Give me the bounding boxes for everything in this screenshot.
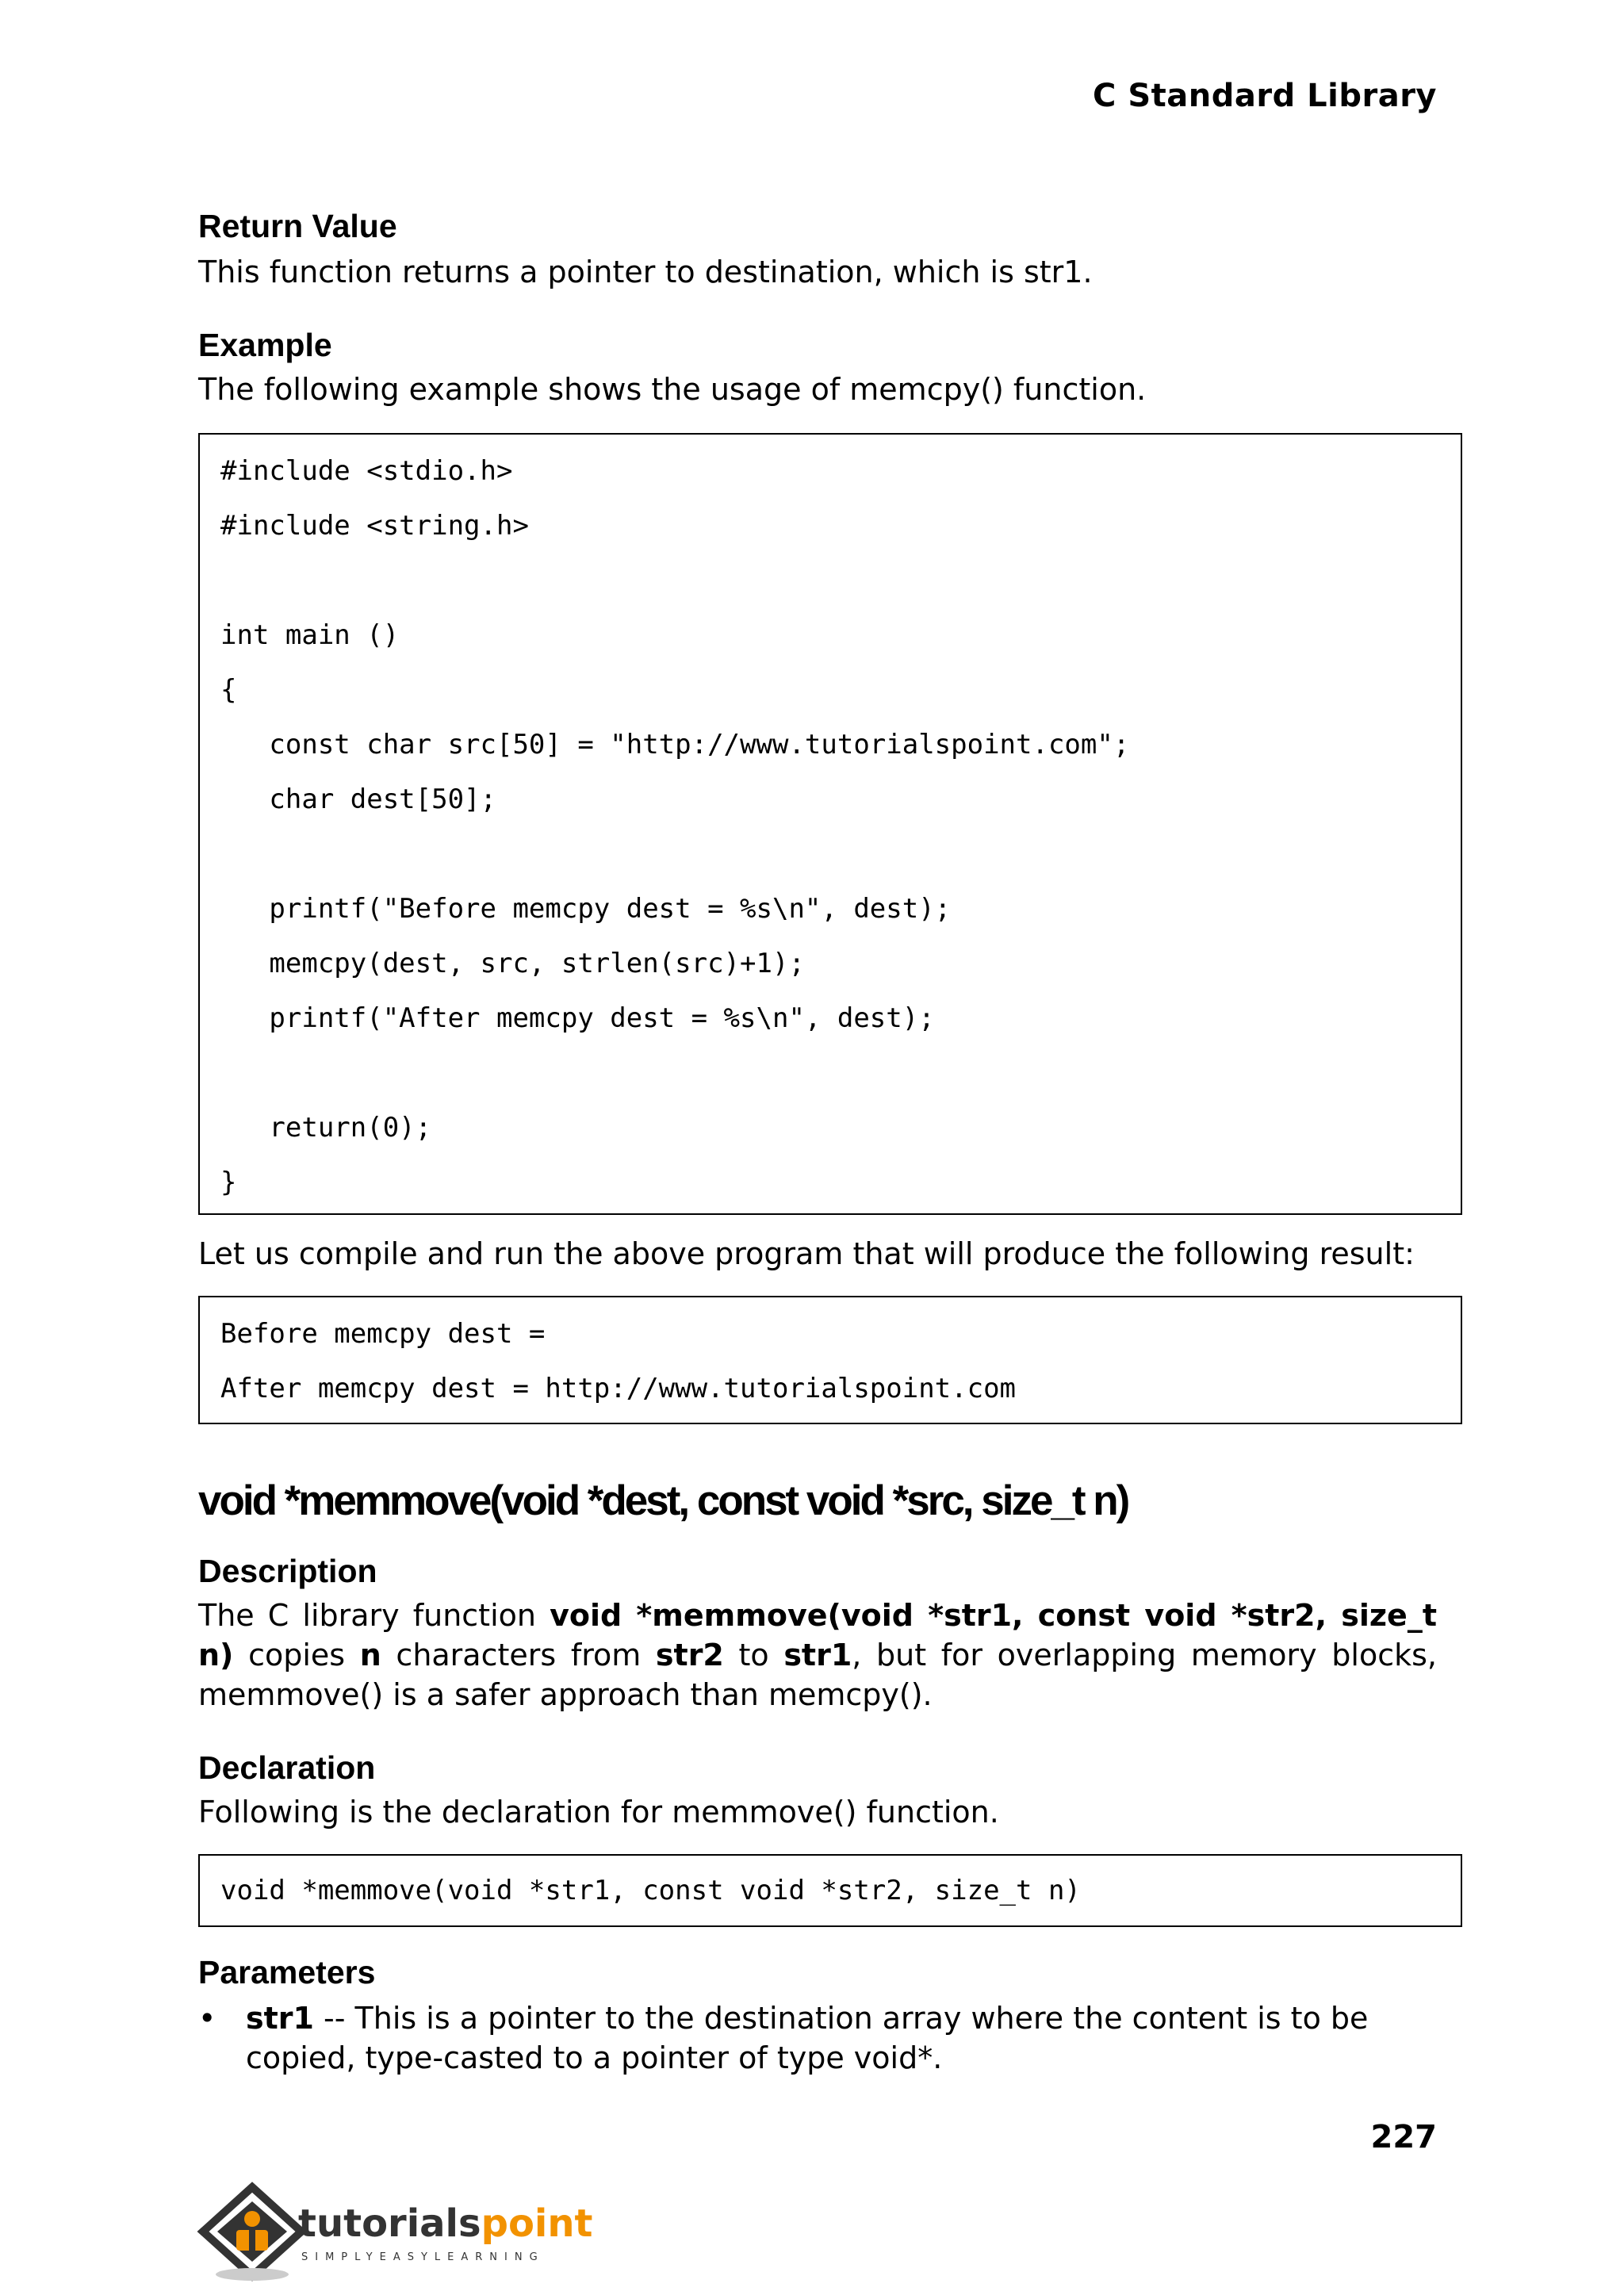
code-line: return(0); [220,1112,432,1144]
page-number: 227 [1370,2119,1437,2155]
logo-wordmark [298,2201,592,2246]
description-bold-str2: str2 [655,1638,724,1672]
example-code-block [198,433,1462,1215]
parameter-description: -- This is a pointer to the destination array where the content is to be copied, type-casted to a pointer of type void*. [246,2001,1369,2075]
description-bold-n: n [359,1638,381,1672]
return-value-text: This function returns a pointer to destination, which is str1. [198,255,1093,289]
description-to: to [723,1638,784,1672]
description-bold-str1: str1 [783,1638,852,1672]
memmove-heading: void *memmove(void *dest, const void *src, size_t n) [198,1477,1128,1524]
description-heading: Description [198,1553,377,1589]
example-text: The following example shows the usage of memcpy() function. [198,372,1147,407]
description-copies: copies [233,1638,360,1672]
declaration-heading: Declaration [198,1749,376,1786]
logo-emblem-icon [203,2187,301,2281]
output-code-block [198,1296,1462,1424]
description-bold-n-paren: n) [198,1638,234,1672]
description-rest: , but for overlapping memory blocks, [852,1638,1437,1672]
result-intro-text: Let us compile and run the above program that will produce the following result: [198,1236,1415,1271]
output-line: Before memcpy dest = [220,1318,546,1350]
parameter-name: str1 [246,2001,314,2036]
code-line: const char src[50] = "http://www.tutorialspoint.com"; [220,729,1130,761]
code-line: char dest[50]; [220,784,496,815]
bullet-icon: • [198,2001,216,2036]
description-line-1 [198,1596,1437,1635]
description-line-2 [198,1635,1437,1675]
description-text [198,1596,1437,1715]
code-line: { [220,674,237,706]
code-line: printf("Before memcpy dest = %s\n", dest); [220,893,952,925]
output-line: After memcpy dest = http://www.tutorialspoint.com [220,1373,1017,1404]
logo-tagline: SIMPLYEASYLEARNING [301,2251,545,2263]
code-line: #include <stdio.h> [220,455,513,487]
code-line: } [220,1167,237,1198]
example-heading: Example [198,327,332,363]
code-line: memcpy(dest, src, strlen(src)+1); [220,948,805,979]
code-line: #include <string.h> [220,510,529,542]
code-line: printf("After memcpy dest = %s\n", dest); [220,1002,935,1034]
description-signature-bold: void *memmove(void *str1, const void *str2, size_t [550,1598,1437,1633]
tutorialspoint-logo [197,2181,593,2284]
code-line: int main () [220,619,400,651]
parameters-heading: Parameters [198,1954,376,1990]
description-characters: characters from [381,1638,656,1672]
return-value-heading: Return Value [198,208,397,244]
description-prefix: The C library function [198,1598,550,1633]
running-header: C Standard Library [1093,78,1437,114]
declaration-code-line: void *memmove(void *str1, const void *str2, size_t n) [220,1875,1081,1906]
logo-text: tutorials [298,2201,481,2246]
document-page [198,0,1464,2295]
logo-text-accent: point [481,2201,593,2246]
description-line-3: memmove() is a safer approach than memcpy(). [198,1677,933,1712]
parameter-item-str1 [198,1998,1437,2078]
declaration-code-block [198,1854,1462,1927]
declaration-text: Following is the declaration for memmove() function. [198,1795,999,1829]
